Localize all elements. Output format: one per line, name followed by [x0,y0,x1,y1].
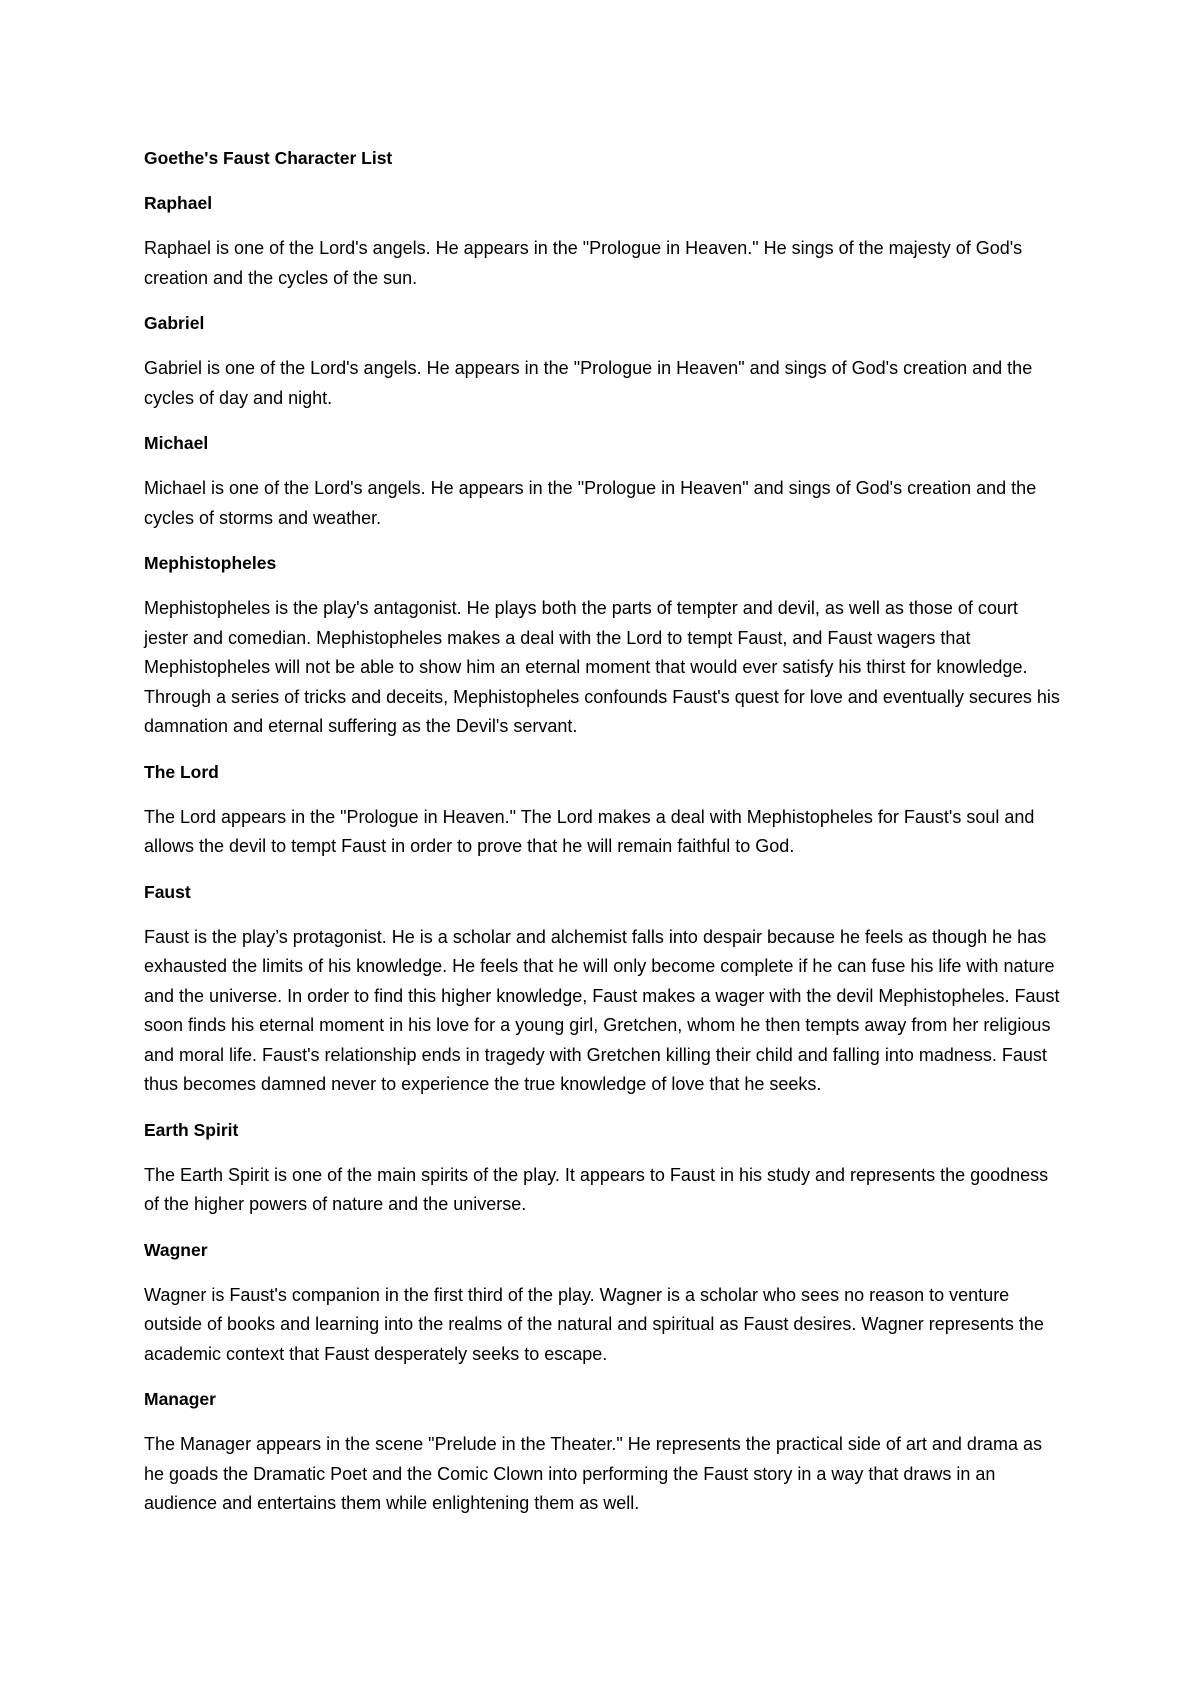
document-title: Goethe's Faust Character List [144,148,393,168]
character-name: Raphael [144,193,213,213]
character-name: The Lord [144,761,219,782]
character-entry-raphael [144,189,1064,293]
character-entry-michael [144,429,1064,533]
character-entry-manager [144,1385,1064,1519]
character-description: Faust is the play’s protagonist. He is a scholar and alchemist falls into despair because he feels as though he has exhausted the limits of his knowledge. He feels that he will only become complete if he can fuse his life with nature and the universe. In order to find this higher knowledge, Faust makes a wager with the devil Mephistopheles. Faust soon finds his eternal moment in his love for a young girl, Gretchen, whom he then tempts away from her religious and moral life. Faust's relationship ends in tragedy with Gretchen killing their child and falling into madness. Faust thus becomes damned never to experience the true knowledge of love that he seeks. [144,926,1060,1094]
character-description: The Manager appears in the scene "Prelude in the Theater." He represents the practical side of art and drama as he goads the Dramatic Poet and the Comic Clown into performing the Faust story in a way that draws in an audience and entertains them while enlightening them as well. [144,1434,1042,1513]
character-entry-gabriel [144,309,1064,413]
character-name: Gabriel [144,313,205,333]
character-description: Gabriel is one of the Lord's angels. He appears in the "Prologue in Heaven" and sings of God's creation and the cycles of day and night. [144,358,1033,408]
character-description: The Earth Spirit is one of the main spirits of the play. It appears to Faust in his study and represents the goodness of the higher powers of nature and the universe. [144,1164,1049,1214]
character-name: Earth Spirit [144,1119,239,1140]
character-description: Wagner is Faust's companion in the first third of the play. Wagner is a scholar who sees no reason to venture outside of books and learning into the realms of the natural and spiritual as Faust desires. Wagner represents the academic context that Faust desperately seeks to escape. [144,1284,1044,1364]
character-description: Michael is one of the Lord's angels. He appears in the "Prologue in Heaven" and sings of God's creation and the cycles of storms and weather. [144,478,1037,528]
character-name: Michael [144,433,209,453]
character-entry-the-lord [144,758,1064,862]
character-description: Mephistopheles is the play's antagonist. He plays both the parts of tempter and devil, as well as those of court jester and comedian. Mephistopheles makes a deal with the Lord to tempt Faust, and Faust wagers that Mephistopheles will not be able to show him an eternal moment that would ever satisfy his thirst for knowledge. Through a series of tricks and deceits, Mephistopheles confounds Faust's quest for love and eventually secures his damnation and eternal suffering as the Devil's servant. [144,598,1060,736]
character-name: Mephistopheles [144,553,277,573]
character-entry-faust [144,878,1064,1100]
character-name: Faust [144,881,191,902]
document-page [144,144,1064,1535]
character-description: Raphael is one of the Lord's angels. He appears in the "Prologue in Heaven." He sings of the majesty of God's creation and the cycles of the sun. [144,238,1023,288]
character-description: The Lord appears in the "Prologue in Heaven." The Lord makes a deal with Mephistopheles for Faust's soul and allows the devil to tempt Faust in order to prove that he will remain faithful to God. [144,806,1035,856]
character-name: Manager [144,1389,216,1409]
character-entry-mephistopheles [144,549,1064,742]
character-entry-earth-spirit [144,1116,1064,1220]
character-name: Wagner [144,1239,208,1260]
character-entry-wagner [144,1236,1064,1370]
